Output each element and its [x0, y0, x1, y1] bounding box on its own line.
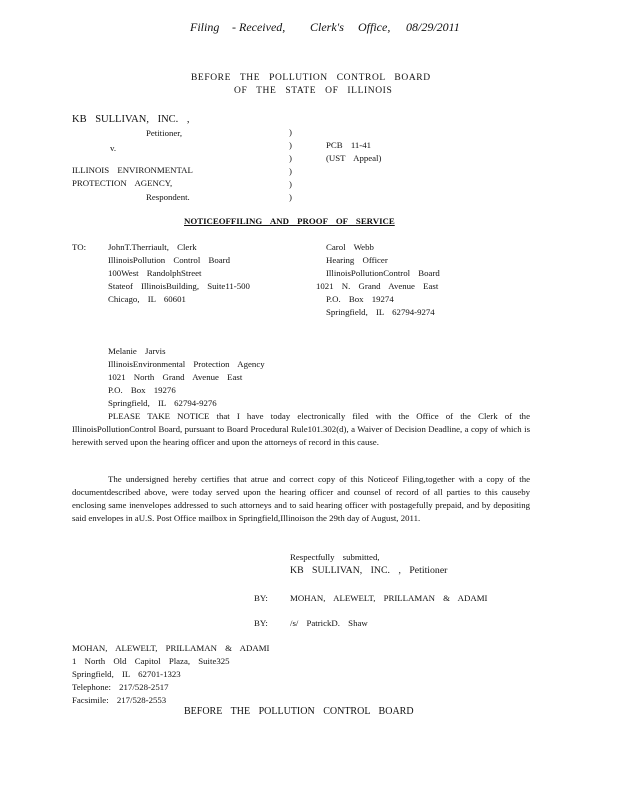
hearing-officer-line: 1021 N. Grand Avenue East [316, 281, 439, 291]
clerk-line: IllinoisPollution Control Board [108, 255, 230, 265]
caption-paren: ) [289, 153, 292, 163]
firm-name: MOHAN, ALEWELT, PRILLAMAN & ADAMI [72, 643, 270, 653]
agency-line: IllinoisEnvironmental Protection Agency [108, 359, 265, 369]
firm-city: Springfield, IL 62701-1323 [72, 669, 181, 679]
hearing-officer-line: Carol Webb [326, 242, 374, 252]
caption-paren: ) [289, 179, 292, 189]
header-office: Office, [358, 20, 391, 34]
board-title-line2: OF THE STATE OF ILLINOIS [234, 86, 393, 96]
hearing-officer-line: Hearing Officer [326, 255, 388, 265]
by-label: BY: [254, 593, 268, 603]
notice-paragraph: PLEASE TAKE NOTICE that I have today electronically filed with the Office of the Clerk of the IllinoisPollutionControl Board, pursuant to Board Procedural Rule101.302(d), a Waiver of Decision Deadline, a copy of which is herewith served upon the hearing officer and upon the attorneys of record in this cause. [72, 411, 530, 447]
firm-address: 1 North Old Capitol Plaza, Suite325 [72, 656, 230, 666]
respondent-role: Respondent. [146, 192, 190, 202]
versus: v. [110, 143, 117, 153]
agency-line: 1021 North Grand Avenue East [108, 372, 243, 382]
firm-telephone: Telephone: 217/528-2517 [72, 682, 169, 692]
caption-paren: ) [289, 192, 292, 202]
clerk-line: Chicago, IL 60601 [108, 294, 186, 304]
caption-paren: ) [289, 140, 292, 150]
case-number: PCB 11-41 [326, 140, 372, 150]
clerk-line: 100West RandolphStreet [108, 268, 202, 278]
header-clerks: Clerk's [310, 20, 344, 34]
firm-facsimile: Facsimile: 217/528-2553 [72, 695, 167, 705]
signature-party: KB SULLIVAN, INC. , Petitioner [290, 565, 448, 576]
clerk-line: JohnT.Therriault, Clerk [108, 242, 197, 252]
petitioner-role: Petitioner, [146, 128, 183, 138]
signer: /s/ PatrickD. Shaw [290, 618, 368, 628]
respondent-line2: PROTECTION AGENCY, [72, 178, 173, 188]
header-received: - Received, [232, 20, 286, 34]
to-label: TO: [72, 242, 87, 252]
signature-firm: MOHAN, ALEWELT, PRILLAMAN & ADAMI [290, 593, 488, 603]
hearing-officer-line: Springfield, IL 62794-9274 [326, 307, 435, 317]
agency-line: Melanie Jarvis [108, 346, 166, 356]
petitioner-name: KB SULLIVAN, INC. , [72, 114, 190, 125]
footer-board-title: BEFORE THE POLLUTION CONTROL BOARD [184, 706, 414, 717]
agency-line: Springfield, IL 62794-9276 [108, 398, 217, 408]
hearing-officer-line: IllinoisPollutionControl Board [326, 268, 440, 278]
case-type: (UST Appeal) [326, 153, 382, 163]
caption-paren: ) [289, 166, 292, 176]
clerk-line: Stateof IllinoisBuilding, Suite11-500 [108, 281, 250, 291]
header-filing: Filing [190, 20, 220, 34]
notice-title: NOTICEOFFILING AND PROOF OF SERVICE [184, 216, 395, 226]
hearing-officer-line: P.O. Box 19274 [326, 294, 394, 304]
certificate-paragraph: The undersigned hereby certifies that atrue and correct copy of this Noticeof Filing,together with a copy of the documentdescribed above, were today served upon the hearing officer and counsel of record of all parties to this causeby enclosing same inenvelopes addressed to such attorneys and to said hearing officer with postagefully prepaid, and by depositing said envelopes in aU.S. Post Office mailbox in Springfield,Illinoison the 29th day of August, 2011. [72, 474, 530, 523]
respondent-line1: ILLINOIS ENVIRONMENTAL [72, 165, 193, 175]
caption-paren: ) [289, 127, 292, 137]
board-title-line1: BEFORE THE POLLUTION CONTROL BOARD [191, 73, 431, 83]
header-date: 08/29/2011 [406, 20, 460, 34]
agency-line: P.O. Box 19276 [108, 385, 176, 395]
respectfully-submitted: Respectfully submitted, [290, 552, 380, 562]
by-label: BY: [254, 618, 268, 628]
